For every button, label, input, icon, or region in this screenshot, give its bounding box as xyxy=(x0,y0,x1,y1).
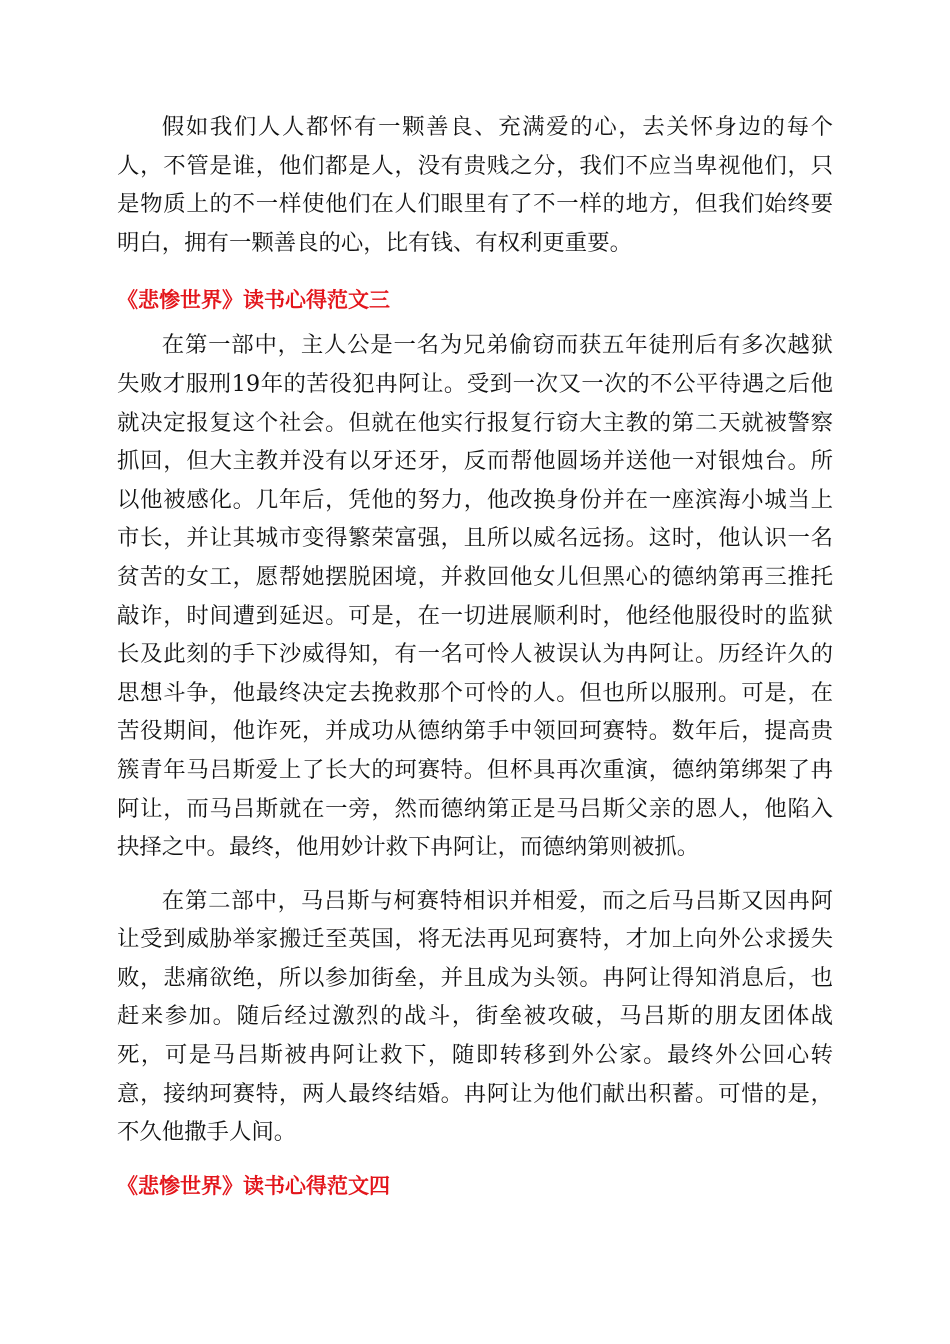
part-one-paragraph: 在第一部中，主人公是一名为兄弟偷窃而获五年徒刑后有多次越狱失败才服刑19年的苦役犯冉阿让。受到一次又一次的不公平待遇之后他就决定报复这个社会。但就在他实行报复行窃大主教的第二天就被警察抓回，但大主教并没有以牙还牙，反而帮他圆场并送他一对银烛台。所以他被感化。几年后，凭他的努力，他改换身份并在一座滨海小城当上市长，并让其城市变得繁荣富强，且所以威名远扬。这时，他认识一名贫苦的女工，愿帮她摆脱困境，并救回他女儿但黑心的德纳第再三推托敲诈，时间遭到延迟。可是，在一切进展顺利时，他经他服役时的监狱长及此刻的手下沙威得知，有一名可怜人被误认为冉阿让。历经许久的思想斗争，他最终决定去挽救那个可怜的人。但也所以服刑。可是，在苦役期间，他诈死，并成功从德纳第手中领回珂赛特。数年后，提高贵簇青年马吕斯爱上了长大的珂赛特。但杯具再次重演，德纳第绑架了冉阿让，而马吕斯就在一旁，然而德纳第正是马吕斯父亲的恩人，他陷入抉择之中。最终，他用妙计救下冉阿让，而德纳第则被抓。 xyxy=(117,332,833,861)
part-two-paragraph: 在第二部中，马吕斯与柯赛特相识并相爱，而之后马吕斯又因冉阿让受到威胁举家搬迁至英国，将无法再见珂赛特，才加上向外公求援失败，悲痛欲绝，所以参加街垒，并且成为头领。冉阿让得知消息后，也赶来参加。随后经过激烈的战斗，街垒被攻破，马吕斯的朋友团体战死，可是马吕斯被冉阿让救下，随即转移到外公家。最终外公回心转意，接纳珂赛特，两人最终结婚。冉阿让为他们献出积蓄。可惜的是，不久他撒手人间。 xyxy=(117,887,833,1146)
intro-paragraph: 假如我们人人都怀有一颗善良、充满爱的心，去关怀身边的每个人，不管是谁，他们都是人，没有贵贱之分，我们不应当卑视他们，只是物质上的不一样使他们在人们眼里有了不一样的地方，但我们始终要明白，拥有一颗善良的心，比有钱、有权利更重要。 xyxy=(117,114,833,256)
section-heading-three: 《悲惨世界》读书心得范文三 xyxy=(117,288,390,313)
document-page xyxy=(117,108,833,1212)
section-heading-four: 《悲惨世界》读书心得范文四 xyxy=(117,1173,390,1198)
